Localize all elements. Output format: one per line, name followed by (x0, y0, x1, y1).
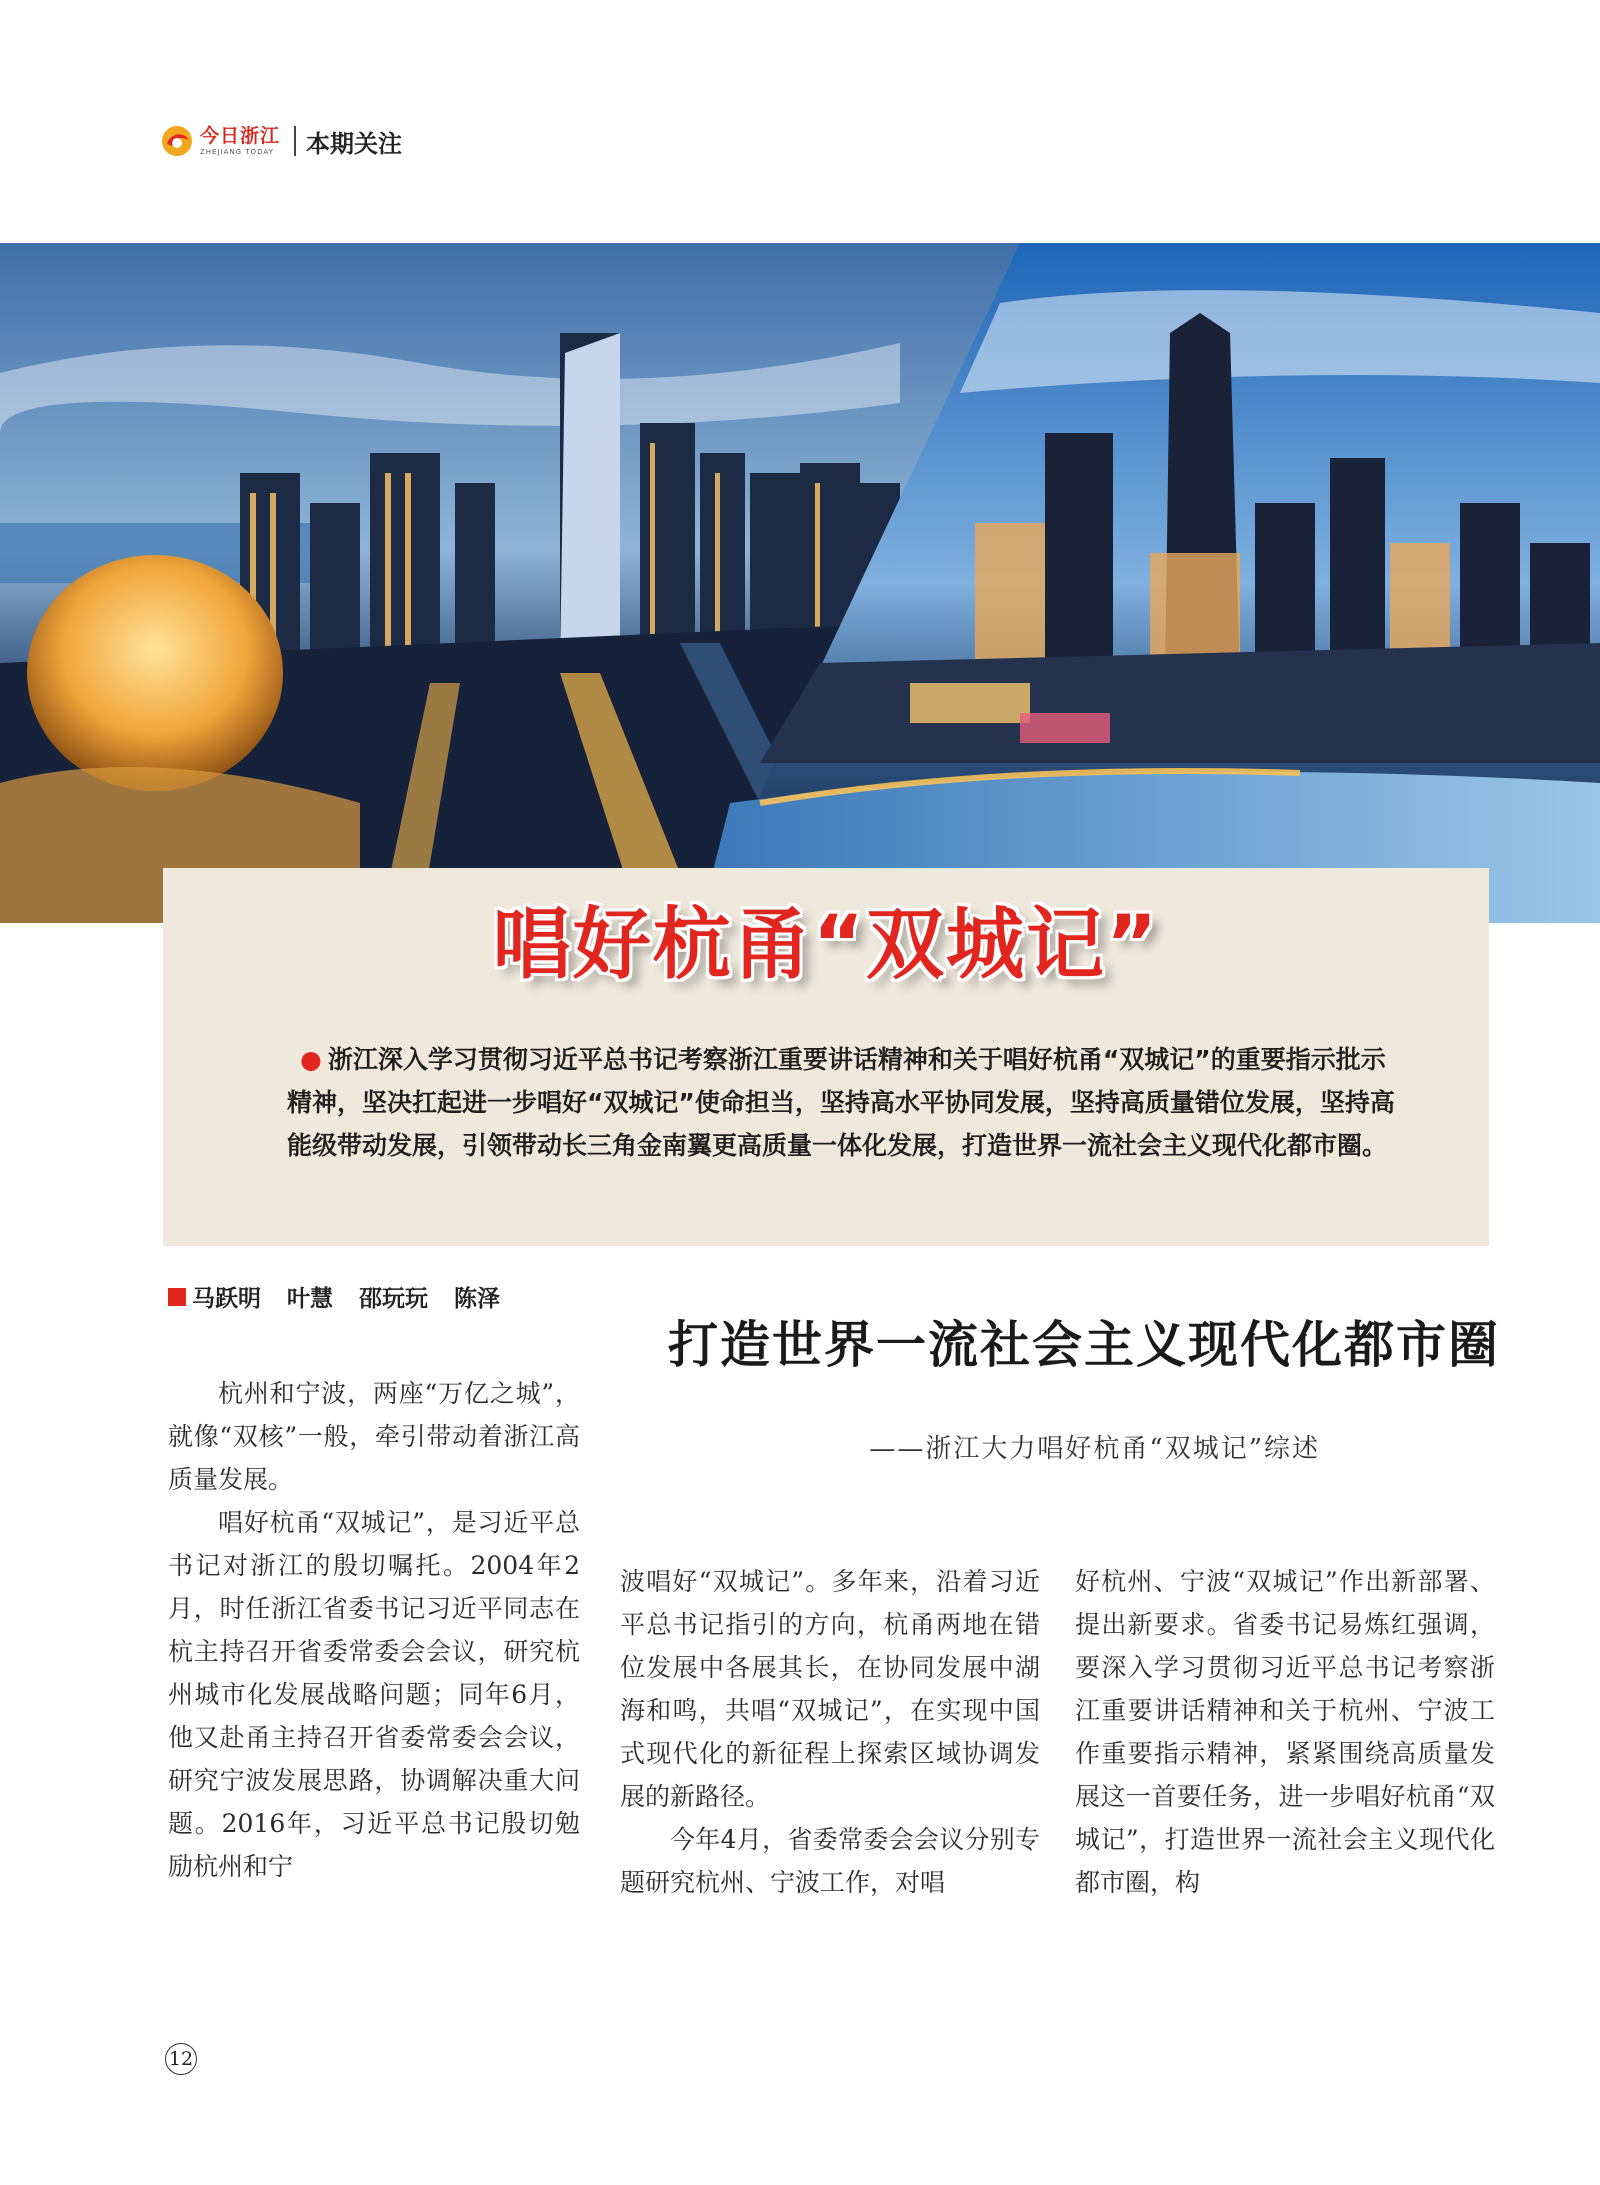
magazine-logo (160, 124, 280, 158)
logo-english-text: ZHEJIANG TODAY (200, 147, 274, 156)
lead-text: 浙江深入学习贯彻习近平总书记考察浙江重要讲话精神和关于唱好杭甬“双城记”的重要指示批示精神，坚决扛起进一步唱好“双城记”使命担当，坚持高水平协同发展，坚持高质量错位发展，坚持高能级带动发展，引领带动长三角金南翼更高质量一体化发展，打造世界一流社会主义现代化都市圈。 (287, 1045, 1395, 1160)
summary-box (163, 868, 1489, 1246)
logo-text: 今日浙江 (200, 124, 281, 147)
logo-swirl-icon (160, 124, 194, 158)
section-name: 本期关注 (306, 129, 403, 158)
byline-square-icon (168, 1288, 186, 1306)
author-name: 马跃明 (192, 1286, 261, 1312)
body-column-2 (620, 1560, 1040, 1904)
body-column-3 (1075, 1560, 1495, 1904)
feature-headline: 唱好杭甬“双城记” (492, 900, 1160, 990)
lead-paragraph (287, 1038, 1407, 1167)
body-paragraph: 好杭州、宁波“双城记”作出新部署、提出新要求。省委书记易炼红强调，要深入学习贯彻习近平总书记考察浙江重要讲话精神和关于杭州、宁波工作重要指示精神，紧紧围绕高质量发展这一首要任务，进一步唱好杭甬“双城记”，打造世界一流社会主义现代化都市圈，构 (1075, 1567, 1495, 1897)
hero-image (0, 243, 1600, 923)
author-name: 邵玩玩 (359, 1286, 428, 1312)
page-header (160, 118, 402, 164)
page-number: 12 (165, 2043, 197, 2075)
article-subtitle: ——浙江大力唱好杭甬“双城记”综述 (869, 1434, 1320, 1464)
bullet-dot-icon: ● (300, 1045, 322, 1074)
author-name: 叶慧 (287, 1286, 333, 1312)
article-title: 打造世界一流社会主义现代化都市圈 (668, 1315, 1500, 1374)
author-name: 陈泽 (454, 1286, 500, 1312)
body-paragraph: 杭州和宁波，两座“万亿之城”，就像“双核”一般，牵引带动着浙江高质量发展。 (168, 1379, 580, 1494)
body-paragraph: 唱好杭甬“双城记”，是习近平总书记对浙江的殷切嘱托。2004年2月，时任浙江省委书记习近平同志在杭主持召开省委常委会会议，研究杭州城市化发展战略问题；同年6月，他又赴甬主持召开省委常委会会议，研究宁波发展思路，协调解决重大问题。2016年，习近平总书记殷切勉励杭州和宁 (168, 1508, 580, 1881)
byline (168, 1280, 526, 1313)
body-paragraph: 波唱好“双城记”。多年来，沿着习近平总书记指引的方向，杭甬两地在错位发展中各展其长，在协同发展中湖海和鸣，共唱“双城记”，在实现中国式现代化的新征程上探索区域协调发展的新路径。 (620, 1567, 1040, 1811)
body-paragraph: 今年4月，省委常委会会议分别专题研究杭州、宁波工作，对唱 (620, 1825, 1040, 1897)
header-divider (294, 126, 296, 156)
body-column-1 (168, 1372, 580, 1888)
